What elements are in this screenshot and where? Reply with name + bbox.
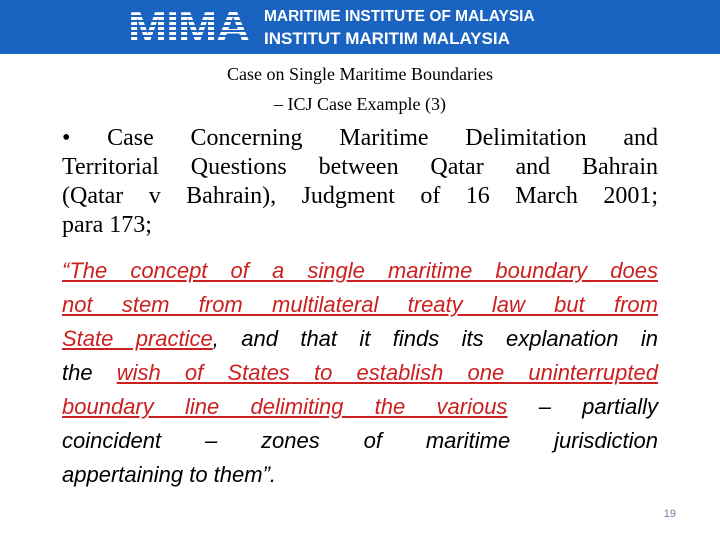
quote-text: coincident – zones of maritime jurisdiction [62,428,658,453]
quote-line [62,322,658,356]
case-citation [62,124,658,240]
quote-text: , and that it finds its explanation in [212,326,659,351]
page-number: 19 [663,508,676,520]
institute-name-english: MARITIME INSTITUTE OF MALAYSIA [264,8,535,25]
quote-highlight: not stem from multilateral treaty law but from [62,292,658,317]
quote-highlight: boundary line delimiting the various [62,394,508,419]
quote-text: the [62,360,117,385]
quote-text: appertaining to them”. [62,462,277,487]
slide-title-line1: Case on Single Maritime Boundaries [227,64,493,84]
quote-line [62,390,658,424]
header-banner [0,0,720,54]
quote-line [62,254,658,288]
quote-highlight: “The concept of a single maritime boundary does [62,258,658,283]
citation-line: • Case Concerning Maritime Delimitation and [62,125,658,151]
quote-highlight: wish of States to establish one uninterrupted [116,360,658,385]
institute-name-malay: INSTITUT MARITIM MALAYSIA [264,29,510,48]
quote-highlight: State practice [62,326,213,351]
citation-line: Territorial Questions between Qatar and Bahrain [62,154,658,180]
judgment-quote [62,254,658,492]
citation-line: para 173; [62,212,152,238]
quote-line [62,356,658,390]
quote-line [62,458,658,492]
quote-line [62,288,658,322]
citation-line: (Qatar v Bahrain), Judgment of 16 March 2001; [62,183,658,209]
quote-line [62,424,658,458]
slide-title-line2: – ICJ Case Example (3) [274,94,446,114]
mima-logo: MIMA [128,3,249,50]
quote-text: – partially [507,394,658,419]
